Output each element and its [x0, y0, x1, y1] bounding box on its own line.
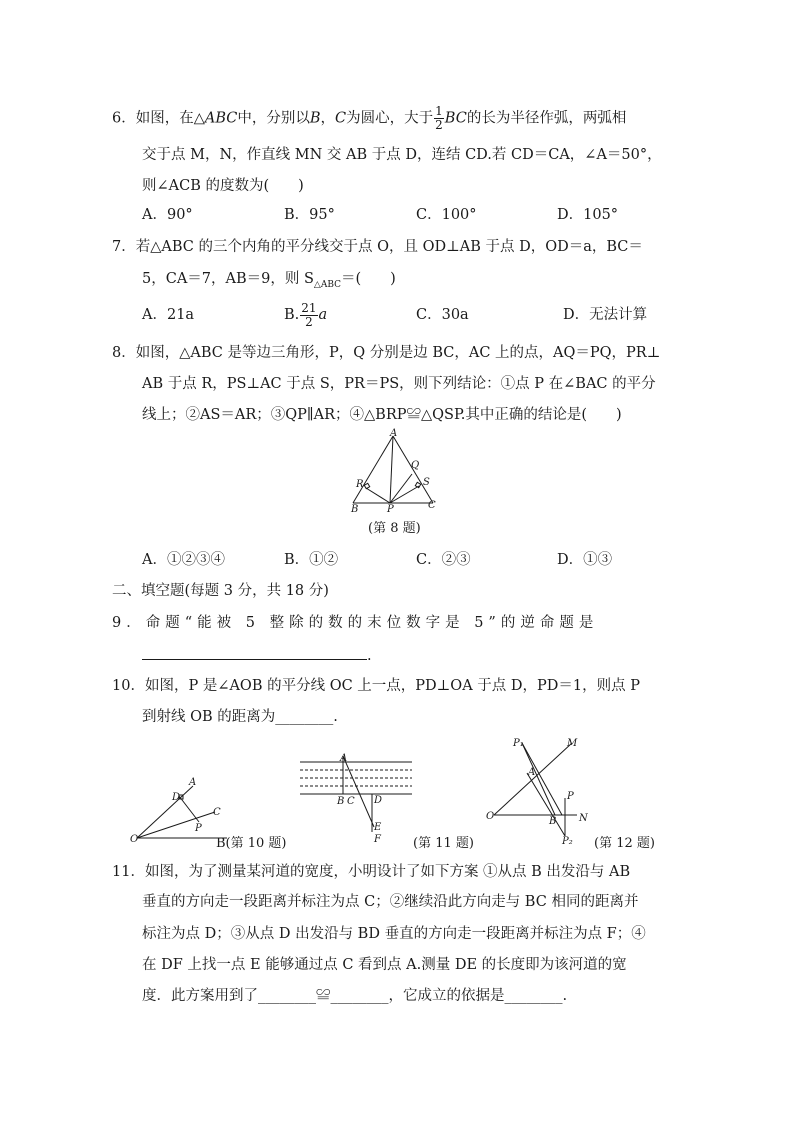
q7-text: 5，CA＝7，AB＝9，则 S	[142, 271, 314, 287]
q11-line3: 标注为点 D；③从点 D 出发沿与 BD 垂直的方向走一段距离并标注为点 F；④	[142, 926, 646, 942]
q11-label-e: E	[374, 822, 382, 833]
q7-option-d: D．无法计算	[563, 307, 648, 323]
q8-label-q: Q	[411, 460, 420, 471]
fraction-numerator: 1	[435, 104, 443, 118]
q8-line1: 8．如图，△ABC 是等边三角形，P，Q 分别是边 BC，AC 上的点，AQ＝PQ，PR⊥	[112, 345, 661, 361]
fraction-denominator: 2	[435, 118, 443, 132]
q6-line3: 则∠ACB 的度数为( )	[142, 178, 304, 194]
q7-subscript: △ABC	[313, 279, 342, 290]
q6-text: 中，分别以	[237, 110, 310, 127]
q6-text: C	[335, 110, 347, 127]
q11-label-f: F	[374, 834, 381, 844]
fraction-twentyone-halves	[300, 302, 317, 329]
q8-option-c: C．②③	[416, 552, 471, 568]
q9-line2	[142, 645, 372, 666]
q7-line2	[142, 269, 396, 295]
q8-label-a: A	[390, 428, 398, 439]
q10-label-o: O	[130, 834, 139, 844]
q12-figure	[482, 733, 594, 845]
q6-text: ABC	[204, 110, 238, 127]
q12-label-o: O	[486, 811, 495, 822]
fraction-denominator: 2	[305, 314, 313, 329]
q10-figure-caption: B(第 10 题)	[216, 836, 287, 851]
q12-label-n: N	[579, 813, 588, 824]
q7-option-b-suffix: a	[318, 307, 328, 323]
q6-line1	[112, 105, 626, 132]
q8-figure-caption: (第 8 题)	[368, 521, 421, 536]
q11-line2: 垂直的方向走一段距离并标注为点 C；②继续沿此方向走与 BC 相同的距离并	[142, 894, 639, 910]
q8-label-c: C	[428, 500, 436, 511]
q8-label-p: P	[387, 504, 394, 515]
q8-label-s: S	[423, 477, 430, 488]
q8-line2: AB 于点 R，PS⊥AC 于点 S，PR＝PS，则下列结论：①点 P 在∠BAC 的平分	[142, 376, 656, 392]
q9-line1: 9．命题“能被 5 整除的数的末位数字是 5”的逆命题是	[112, 615, 599, 631]
q8-line3: 线上；②AS＝AR；③QP∥AR；④△BRP≌△QSP.其中正确的结论是( )	[142, 407, 622, 423]
section-heading: 二、填空题(每题 3 分，共 18 分)	[112, 583, 329, 599]
fraction-numerator: 21	[301, 300, 317, 315]
q11-line4: 在 DF 上找一点 E 能够通过点 C 看到点 A.测量 DE 的长度即为该河道的宽	[142, 957, 627, 973]
q8-option-d: D．①③	[557, 552, 613, 568]
q10-label-p: P	[195, 823, 202, 834]
q9-period: .	[367, 648, 372, 664]
q8-option-a: A．①②③④	[142, 552, 225, 568]
q10-line2: 到射线 OB 的距离为________.	[142, 709, 338, 725]
q12-label-p2: P₂	[562, 836, 573, 845]
q11-label-b: B	[337, 796, 345, 807]
q10-label-c: C	[213, 807, 221, 818]
q8-option-b: B．①②	[284, 552, 339, 568]
q11-label-d: D	[374, 795, 383, 806]
q12-label-p1: P₁	[513, 738, 524, 749]
q6-text: 6．如图，在△	[112, 110, 205, 127]
q10-label-a: A	[189, 777, 197, 788]
q6-text: 为圆心，大于	[346, 110, 434, 127]
q12-label-b: B	[549, 816, 557, 827]
q6-text: ，	[320, 110, 336, 127]
q9-answer-blank[interactable]	[142, 645, 367, 660]
q6-option-a: A．90°	[142, 207, 193, 223]
q8-label-r: R	[356, 479, 364, 490]
q7-line1: 7．若△ABC 的三个内角的平分线交于点 O，且 OD⊥AB 于点 D，OD＝a，BC＝	[112, 239, 643, 255]
q6-text: B	[309, 110, 321, 127]
q10-line1: 10．如图，P 是∠AOB 的平分线 OC 上一点，PD⊥OA 于点 D，PD＝1，则点 P	[112, 678, 640, 694]
q12-label-a: A	[528, 767, 536, 778]
q7-option-a: A．21a	[142, 307, 195, 323]
q12-label-m: M	[567, 738, 578, 749]
q11-figure-caption: (第 11 题)	[413, 836, 474, 851]
q11-line1: 11．如图，为了测量某河道的宽度，小明设计了如下方案 ①从点 B 出发沿与 AB	[112, 864, 631, 880]
q7-option-b-prefix: B.	[284, 307, 300, 323]
q6-option-c: C．100°	[416, 207, 477, 223]
q8-label-b: B	[351, 504, 359, 515]
q6-line2: 交于点 M，N，作直线 MN 交 AB 于点 D，连结 CD.若 CD＝CA，∠A＝50°，	[142, 147, 662, 163]
q6-text: BC	[444, 110, 467, 127]
q7-text: ＝( )	[341, 271, 396, 287]
q6-text: 的长为半径作弧，两弧相	[466, 110, 627, 127]
q11-figure	[295, 752, 420, 844]
q11-label-a: A	[340, 753, 348, 764]
q7-option-b	[284, 297, 327, 333]
q12-figure-caption: (第 12 题)	[594, 836, 655, 851]
fraction-one-half	[434, 105, 444, 132]
q6-option-d: D．105°	[557, 207, 619, 223]
q11-line5: 度．此方案用到了________≌________，它成立的依据是________.	[142, 988, 568, 1004]
q10-label-d: D	[172, 792, 181, 803]
q6-option-b: B．95°	[284, 207, 335, 223]
q7-option-c: C．30a	[416, 307, 469, 323]
q8-figure	[340, 428, 450, 516]
q12-label-p: P	[567, 791, 574, 802]
q11-label-c: C	[347, 796, 355, 807]
